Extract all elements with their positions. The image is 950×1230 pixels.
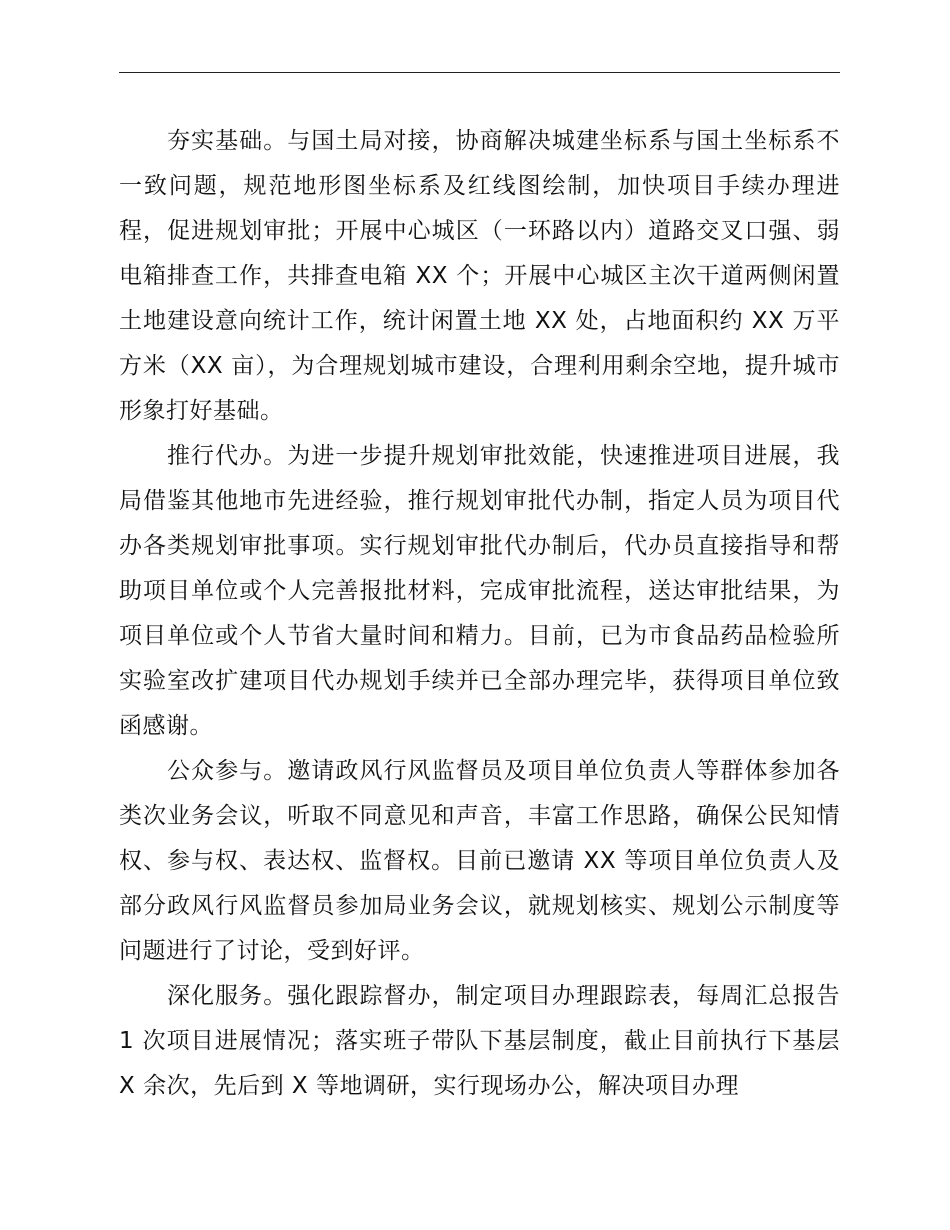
paragraph-promote-agency: 推行代办。为进一步提升规划审批效能，快速推进项目进展，我局借鉴其他地市先进经验，推行规划审批代办制，指定人员为项目代办各类规划审批事项。实行规划审批代办制后，代办员直接指导和帮助项目单位或个人完善报批材料，完成审批流程，送达审批结果，为项目单位或个人节省大量时间和精力。目前，已为市食品药品检验所实验室改扩建项目代办规划手续并已全部办理完毕，获得项目单位致函感谢。 [119, 443, 840, 739]
paragraph-deepen-service: 深化服务。强化跟踪督办，制定项目办理跟踪表，每周汇总报告 1 次项目进展情况；落实班子带队下基层制度，截止目前执行下基层 X 余次，先后到 X 等地调研，实行现场办公，解决项目办理 [119, 983, 840, 1099]
header-rule [119, 72, 840, 73]
paragraph-public-participation: 公众参与。邀请政风行风监督员及项目单位负责人等群体参加各类次业务会议，听取不同意见和声音，丰富工作思路，确保公民知情权、参与权、表达权、监督权。目前已邀请 XX 等项目单位负责人及部分政风行风监督员参加局业务会议，就规划核实、规划公示制度等问题进行了讨论，受到好评。 [119, 758, 840, 964]
paragraph-consolidate-foundation: 夯实基础。与国土局对接，协商解决城建坐标系与国土坐标系不一致问题，规范地形图坐标系及红线图绘制，加快项目手续办理进程，促进规划审批；开展中心城区（一环路以内）道路交叉口强、弱电箱排查工作，共排查电箱 XX 个；开展中心城区主次干道两侧闲置土地建设意向统计工作，统计闲置土地 XX 处，占地面积约 XX 万平方米（XX 亩），为合理规划城市建设，合理利用剩余空地，提升城市形象打好基础。 [119, 128, 840, 424]
document-body [119, 119, 840, 1109]
